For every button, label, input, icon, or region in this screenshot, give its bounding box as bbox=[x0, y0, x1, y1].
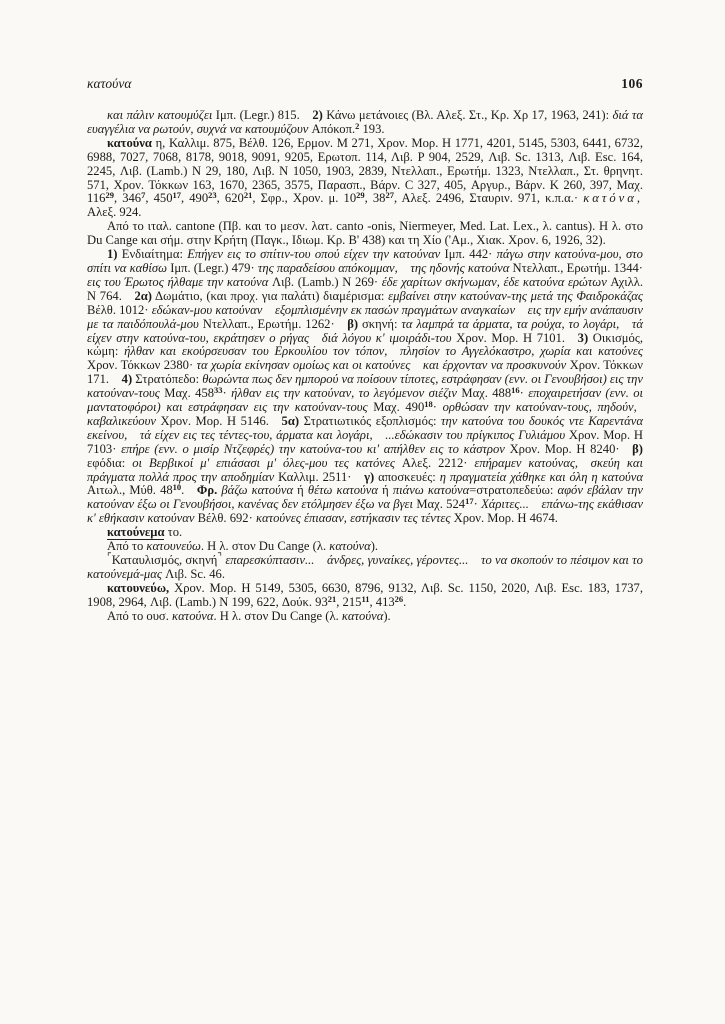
entry-katouna-references: κατούνα η, Καλλιμ. 875, Βέλθ. 126, Ερμον. Μ 271, Χρον. Μορ. Η 1771, 4201, 5145, 5303, 6441, 6732, 6988, 7027, 7068, 8178, 9018, 9091, 9205, Ερωτοπ. 114, Λιβ. P 904, 2529, Λιβ. Sc. 1313, Λιβ. Esc. 164, 2245, Λιβ. (Lamb.) N 29, 180, Λιβ. N 1050, 1903, 2839, Ντελλαπ., Ερωτήμ. 1323, Ντελλαπ., Στ. θρηνητ. 571, Χρον. Τόκκων 163, 1670, 2365, 3575, Παρασπ., Βάρν. C 327, 405, Αργυρ., Βάρν. Κ 260, 397, Μαχ. $116^{29}$, $346^7$, $450^{17}$, $490^{23}$, $620^{21}$, Σφρ., Χρον. μ. $10^{29}$, $38^{27}$, Αλεξ. 2496, Σταυριν. 971, κ.π.α.· κατόνα, Αλεξ. 924. bbox=[87, 135, 644, 220]
katouneyo-etymology: Από το ουσ. κατούνα. Η λ. στον Du Cange (λ. κατούνα). bbox=[107, 608, 391, 623]
katounema-quote: ⌜Καταυλισμός, σκηνή⌝ επαρεσκύπτασιν... άνδρες, γυναίκες, γέροντες... το να σκοπούν το πέσιμον και το κατούνεμά-μας Λιβ. Sc. 46. bbox=[87, 552, 643, 581]
paragraph-continuation: και πάλιν κατουμύζει Ιμπ. (Legr.) 815. 2) Κάνω μετάνοιες (Βλ. Αλεξ. Στ., Κρ. Χρ 17, 1963, 241): διά τα ευαγγέλια να ρωτούν, συχνά να κατουμύζουν Απόκοπ.$^2$ 193. bbox=[87, 108, 644, 136]
page-number: 106 bbox=[621, 76, 643, 91]
katouna-senses: 1) Ενδιαίτημα: Επήγεν εις το σπίτιν-του οπού είχεν την κατούναν Ιμπ. 442· πάγω στην κατούνα-μου, στο σπίτι να καθίσω Ιμπ. (Legr.) 479· της παραδείσου απόκομμαν, της ηδονής κατούνα Ντελλαπ., Ερωτήμ. 1344· εις του Έρωτος ήλθαμε την κατούνα Λιβ. (Lamb.) N 269· έδε χαρίτων σκήνωμαν, έδε κατούνα ερώτων Αχιλλ. N 764. 2α) Δωμάτιο, (και προχ. για παλάτι) διαμέρισμα: εμβαίνει στην κατούναν-της μετά της Φαιδροκάζας Βέλθ. 1012· εδώκαν-μου κατούναν εξομπλισμένην εκ πασών πραγμάτων αναγκαίων εις την εμήν ανάπαυσιν με τα παιδόπουλά-μου Ντελλαπ., Ερωτήμ. 1262· β) σκηνή: τα λαμπρά τα άρματα, τα ρούχα, το λογάρι, τά είχεν στην κατούνα-του, εκράτησεν ο ρήγας διά λόγου κ' ιμοιράδι-του Χρον. Μορ. Η 7101. 3) Οικισμός, κώμη: ήλθαν και εκούρσευσαν του Ερκουλίου τον τόπον, πλησίον το Αγγελόκαστρο, χωρία και κατούνες Χρον. Τόκκων 2380· τα χωρία εκίνησαν ομοίως και οι κατούνες και έρχονταν να προσκυνούν Χρον. Τόκκων 171. 4) Στρατόπεδο: θωρώντα πως δεν ημπορού να ποίσουν τίποτες, εστράφησαν (ενν. οι Γενουβήσοι) εις την κατούναν-τους Μαχ. $458^{33}\cdot ή\lambda\theta\alpha\nu$ εις την κατούναν, το λεγόμενον σιέζιν Μαχ. $488^{16}\cdot \varepsilon\pi o\chi\alpha\iota\rho\varepsilon\tau ή\sigma\alpha\nu$ (ενν. οι μαντατοφόροι) και εστράφησαν εις την κατούναν-τους Μαχ. $490^{18}\cdot o\rho\theta ώ\sigma\alpha\nu$ την κατούναν-τους, πηδούν, καβαλικεύουν Χρον. Μορ. Η 5146. 5α) Στρατιωτικός εξοπλισμός: την κατούνα του δουκός ντε Καρεντάνα εκείνου, τά είχεν εις τες τέντες-του, άρματα και λογάρι, ...εδώκασιν του πρίγκιπος Γυλιάμου Χρον. Μορ. Η 7103· επήρε (ενν. ο μισίρ Ντζεφρές) την κατούνα-του κι' απήλθεν εις το κάστρον Χρον. Μορ. Η 8240· β) εφόδια: οι Βερβικοί μ' επιάσασι μ' όλες-μου τες κατόνες Αλεξ. 2212· επήραμεν κατούνας, σκεύη και πράγματα πολλά προς την αποδημίαν Καλλιμ. 2511· γ) αποσκευές: η πραγματεία χάθηκε και όλη η κατούνα Αιτωλ., Μύθ. $48^{10}$. Φρ. βάζω κατούνα ή θέτω κατούνα ή πιάνω κατούνα=στρατοπεδεύω: αφόν εβάλαν την κατούναν έξω οι Γενουβήσοι, κανένας δεν ετόλμησεν έξω να βγει Μαχ. $524^{17}\cdot Xά\rho\iota\tau\varepsilon\varsigma$... επάνω-της εκάθισαν κ' εθήκασιν κατούναν Βέλθ. 692· κατούνες έπιασαν, εστήκασιν τες τέντες Χρον. Μορ. Η 4674. bbox=[87, 247, 644, 526]
entry-katouneyo-references: κατουνεύω, Χρον. Μορ. Η 5149, 5305, 6630, 8796, 9132, Λιβ. Sc. 1150, 2020, Λιβ. Esc. 183, 1737, 1908, 2964, Λιβ. (Lamb.) N 199, 622, Δούκ. $93^{21}$, $215^{11}$, $413^{26}$. bbox=[87, 580, 643, 609]
entry-katounema-headword: κατούνεμα το. bbox=[107, 525, 183, 540]
catchword: κατούνα bbox=[87, 76, 132, 91]
running-head bbox=[87, 76, 643, 92]
katouna-etymology: Από το ιταλ. cantone (Πβ. και το μεσν. λατ. canto -onis, Niermeyer, Med. Lat. Lex., λ. cantus). Η λ. στο Du Cange και σήμ. στην Κρήτη (Παγκ., Ιδιωμ. Κρ. Β' 438) και τη Χίο ('Αμ., Χιακ. Χρον. 6, 1926, 32). bbox=[87, 219, 643, 248]
text-block bbox=[87, 76, 643, 624]
katounema-etymology: Από το κατουνεύω. Η λ. στον Du Cange (λ. κατούνα). bbox=[107, 539, 379, 554]
